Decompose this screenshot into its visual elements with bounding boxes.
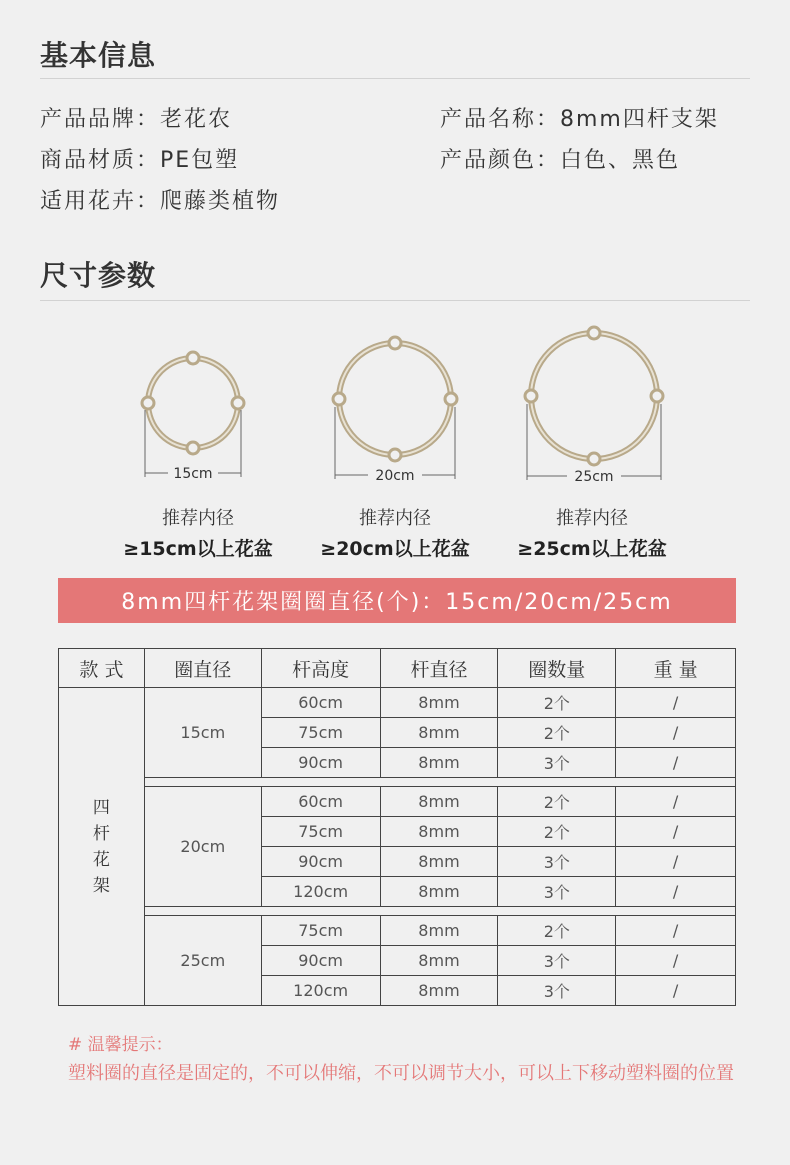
ring-dimension-label: 20cm [375, 468, 415, 484]
info-product-name: 产品名称：8mm四杆支架 [440, 107, 719, 132]
rod-diameter-cell: 8mm [380, 847, 498, 877]
header-rod-height: 杆高度 [261, 649, 380, 688]
ring-count-cell: 2个 [498, 817, 616, 847]
header-ring-count: 圈数量 [498, 649, 616, 688]
tips-title: # 温馨提示： [68, 1035, 173, 1055]
rod-height-cell: 60cm [261, 787, 380, 817]
ring-count-cell: 2个 [498, 916, 616, 946]
rod-diameter-cell: 8mm [380, 817, 498, 847]
rod-height-cell: 90cm [261, 946, 380, 976]
weight-cell: / [616, 916, 736, 946]
rod-diameter-cell: 8mm [380, 748, 498, 778]
header-style: 款 式 [59, 649, 145, 688]
weight-cell: / [616, 877, 736, 907]
ring-diameter-cell: 25cm [144, 916, 261, 1006]
style-label: 四杆花架 [92, 797, 110, 896]
rod-height-cell: 75cm [261, 718, 380, 748]
recommend-value-20: ≥20cm以上花盆 [320, 538, 470, 560]
tips-text: 塑料圈的直径是固定的，不可以伸缩，不可以调节大小，可以上下移动塑料圈的位置 [68, 1063, 734, 1084]
weight-cell: / [616, 748, 736, 778]
table-row [59, 688, 736, 718]
header-rod-diameter: 杆直径 [380, 649, 498, 688]
ring-count-cell: 2个 [498, 688, 616, 718]
ring-count-cell: 3个 [498, 976, 616, 1006]
rod-height-cell: 90cm [261, 847, 380, 877]
table-header-row [59, 649, 736, 688]
rod-diameter-cell: 8mm [380, 946, 498, 976]
rod-diameter-cell: 8mm [380, 877, 498, 907]
table-row [59, 916, 736, 946]
ring-dimension-label: 25cm [574, 469, 614, 485]
ring-diameter-cell: 20cm [144, 787, 261, 907]
rod-diameter-cell: 8mm [380, 976, 498, 1006]
rod-diameter-cell: 8mm [380, 688, 498, 718]
spacer-cell [144, 907, 735, 916]
recommend-value-15: ≥15cm以上花盆 [123, 538, 273, 560]
weight-cell: / [616, 718, 736, 748]
ring-illustration-15 [130, 345, 260, 485]
rod-diameter-cell: 8mm [380, 787, 498, 817]
info-brand: 产品品牌：老花农 [40, 107, 233, 132]
recommend-label-20: 推荐内径 [359, 508, 431, 529]
ring-count-cell: 3个 [498, 748, 616, 778]
weight-cell: / [616, 976, 736, 1006]
info-plants: 适用花卉：爬藤类植物 [40, 189, 281, 214]
rod-height-cell: 75cm [261, 817, 380, 847]
section-title-basic-info: 基本信息 [40, 39, 157, 72]
spec-table [58, 648, 736, 1006]
recommend-label-25: 推荐内径 [556, 508, 628, 529]
recommend-label-15: 推荐内径 [162, 508, 234, 529]
weight-cell: / [616, 847, 736, 877]
weight-cell: / [616, 946, 736, 976]
diameter-banner: 8mm四杆花架圈圈直径(个)：15cm/20cm/25cm [58, 578, 736, 623]
divider [40, 300, 750, 301]
header-ring-diameter: 圈直径 [144, 649, 261, 688]
ring-illustration-20 [325, 335, 465, 485]
table-row [59, 787, 736, 817]
rod-height-cell: 90cm [261, 748, 380, 778]
header-weight: 重 量 [616, 649, 736, 688]
ring-count-cell: 2个 [498, 787, 616, 817]
rod-height-cell: 120cm [261, 877, 380, 907]
table-spacer-row [59, 778, 736, 787]
recommend-value-25: ≥25cm以上花盆 [517, 538, 667, 560]
section-title-size: 尺寸参数 [40, 259, 157, 292]
ring-count-cell: 3个 [498, 877, 616, 907]
ring-count-cell: 2个 [498, 718, 616, 748]
divider [40, 78, 750, 79]
rod-height-cell: 120cm [261, 976, 380, 1006]
style-cell [59, 688, 145, 1006]
ring-count-cell: 3个 [498, 847, 616, 877]
ring-dimension-label: 15cm [173, 466, 213, 482]
rod-diameter-cell: 8mm [380, 916, 498, 946]
table-spacer-row [59, 907, 736, 916]
ring-count-cell: 3个 [498, 946, 616, 976]
weight-cell: / [616, 688, 736, 718]
rod-diameter-cell: 8mm [380, 718, 498, 748]
ring-illustration-25 [518, 322, 668, 485]
ring-diameter-cell: 15cm [144, 688, 261, 778]
rod-height-cell: 60cm [261, 688, 380, 718]
weight-cell: / [616, 787, 736, 817]
info-color: 产品颜色：白色、黑色 [440, 148, 681, 173]
rod-height-cell: 75cm [261, 916, 380, 946]
spacer-cell [144, 778, 735, 787]
info-material: 商品材质：PE包塑 [40, 148, 240, 173]
weight-cell: / [616, 817, 736, 847]
